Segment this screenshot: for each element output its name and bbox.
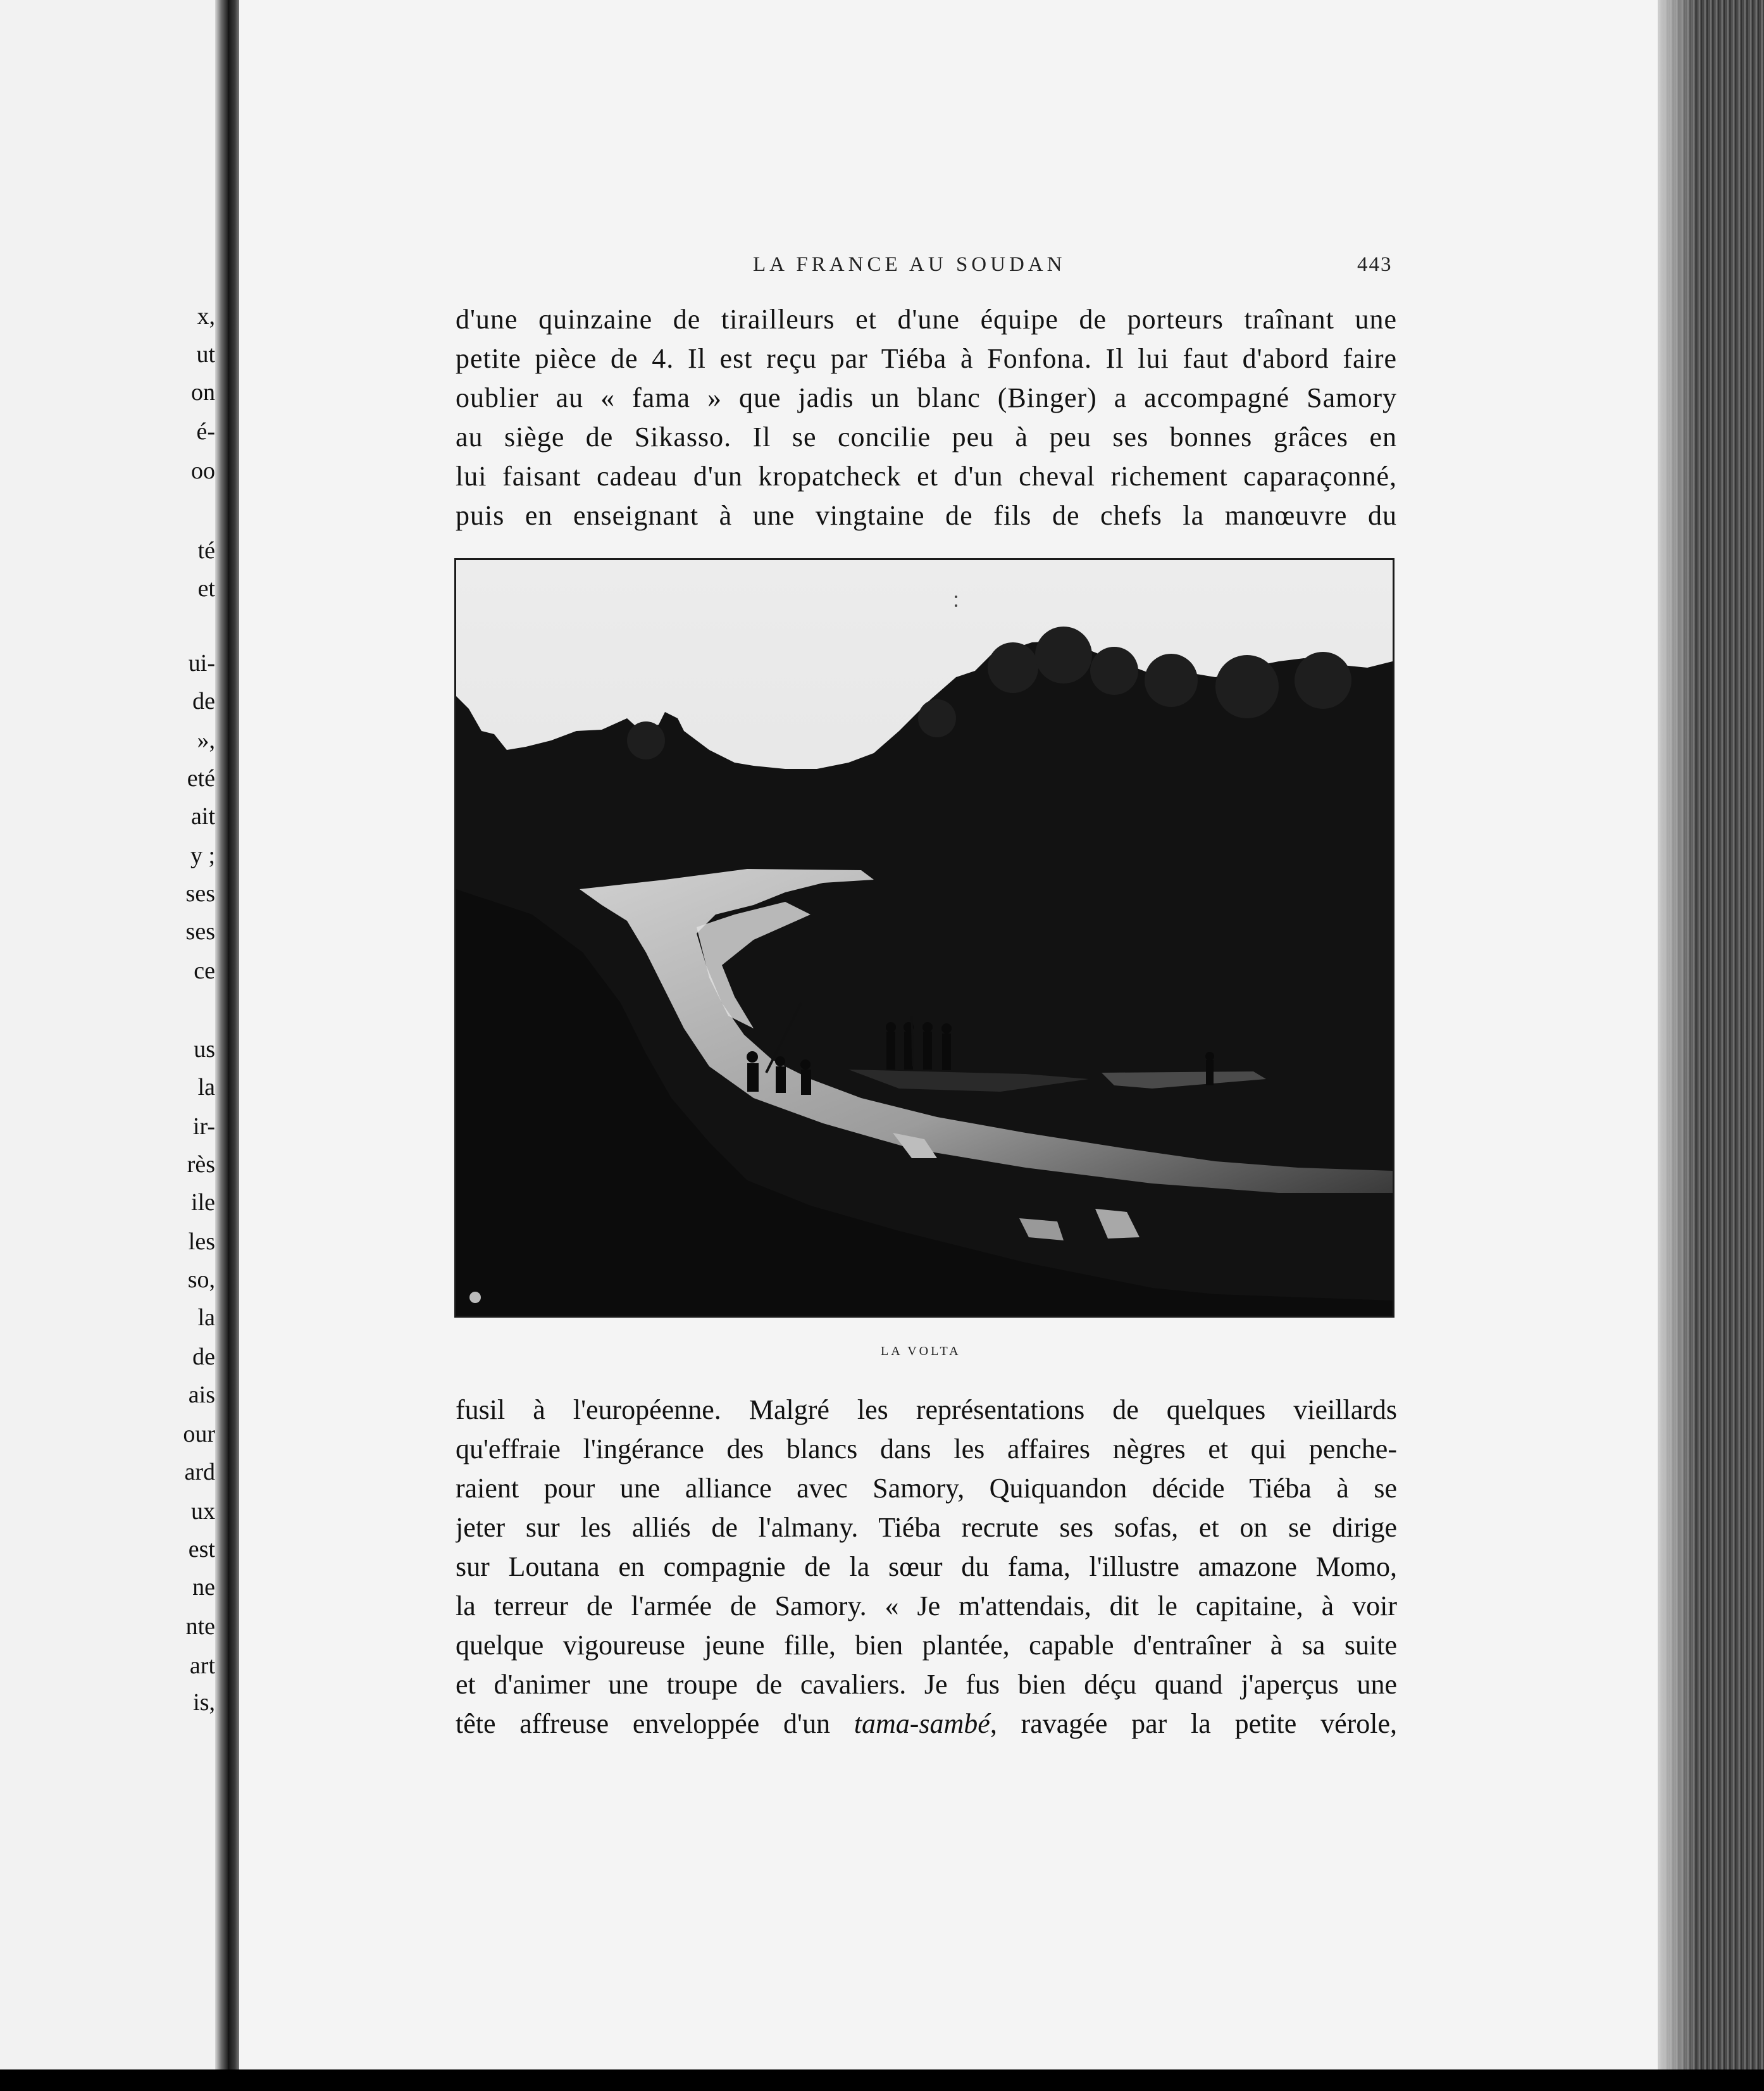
text-line: au siège de Sikasso. Il se concilie peu à peu ses bonnes grâces en [456, 421, 1397, 453]
left-page-text-fragment: ux [191, 1498, 215, 1525]
left-page-text-fragment: ses [185, 918, 215, 945]
text-line: fusil à l'européenne. Malgré les représentations de quelques vieillards [456, 1394, 1397, 1425]
left-page-text-fragment: ui- [188, 650, 215, 677]
left-page-text-fragment: les [188, 1228, 215, 1255]
left-page-text-fragment: la [197, 1074, 215, 1101]
left-page-text-fragment: our [183, 1421, 215, 1447]
text-segment: , ravagée par la petite vérole, [990, 1708, 1397, 1739]
left-page-text-fragment: so, [187, 1266, 215, 1293]
text-line: oublier au « fama » que jadis un blanc (Binger) a accompagné Samory [456, 382, 1397, 413]
photo-river-volta [454, 558, 1394, 1318]
left-page-text-fragment: la [197, 1304, 215, 1331]
text-line: petite pièce de 4. Il est reçu par Tiéba à Fonfona. Il lui faut d'abord faire [456, 343, 1397, 374]
left-facing-page [0, 0, 221, 2091]
text-line-last [456, 1704, 1397, 1744]
running-head: LA FRANCE AU SOUDAN [753, 253, 1066, 276]
scan-bottom-border [0, 2069, 1764, 2091]
left-page-text-fragment: ir- [192, 1113, 215, 1140]
left-page-text-fragment: », [197, 727, 215, 754]
left-page-text-fragment: ard [184, 1459, 215, 1485]
left-page-text-fragment: eté [187, 765, 215, 792]
left-page-text-fragment: ais [188, 1382, 215, 1408]
text-segment: tête affreuse enveloppée d'un [456, 1708, 854, 1739]
left-page-text-fragment: nte [185, 1613, 215, 1640]
text-line: lui faisant cadeau d'un kropatcheck et d'un cheval richement caparaçonné, [456, 461, 1397, 492]
figure-caption: LA VOLTA [881, 1344, 961, 1358]
left-page-text-fragment: ait [191, 803, 215, 830]
italic-term: tama-sambé [854, 1708, 990, 1739]
text-line: qu'effraie l'ingérance des blancs dans les affaires nègres et qui penche- [456, 1433, 1397, 1464]
left-page-text-fragment: ses [185, 880, 215, 907]
page-edge-shade [1658, 0, 1696, 2069]
left-page-text-fragment: de [192, 688, 215, 715]
text-line: raient pour une alliance avec Samory, Quiquandon décide Tiéba à se [456, 1473, 1397, 1504]
left-page-text-fragment: y ; [190, 842, 215, 869]
paragraph-top [456, 300, 1397, 535]
left-page-text-fragment: x, [197, 303, 215, 330]
left-page-text-fragment: is, [193, 1689, 215, 1716]
left-page-text-fragment: ce [194, 958, 215, 984]
text-line: et d'animer une troupe de cavaliers. Je fus bien déçu quand j'aperçus une [456, 1669, 1397, 1700]
left-page-text-fragment: et [197, 575, 215, 602]
left-page-text-fragment: rès [187, 1151, 215, 1178]
left-page-text-fragment: ne [192, 1574, 215, 1601]
left-page-text-fragment: art [189, 1652, 215, 1679]
left-page-text-fragment: est [188, 1536, 215, 1563]
left-page-text-fragment: oo [191, 458, 215, 484]
left-page-text-fragment: on [191, 379, 215, 406]
left-page-edge [215, 0, 228, 2091]
left-page-text-fragment: us [194, 1036, 215, 1063]
paragraph-bottom [456, 1390, 1397, 1744]
left-page-text-fragment: té [197, 537, 215, 564]
left-page-text-fragment: ile [191, 1189, 215, 1216]
text-line: jeter sur les alliés de l'almany. Tiéba recrute ses sofas, et on se dirige [456, 1512, 1397, 1543]
photo-illustration [456, 560, 1393, 1316]
left-page-text-fragment: é- [196, 418, 215, 445]
left-page-text-fragment: ut [196, 341, 215, 368]
left-page-text-fragment: de [192, 1344, 215, 1370]
text-line: puis en enseignant à une vingtaine de fils de chefs la manœuvre du [456, 500, 1397, 531]
text-line: la terreur de l'armée de Samory. « Je m'attendais, dit le capitaine, à voir [456, 1590, 1397, 1621]
text-line: quelque vigoureuse jeune fille, bien plantée, capable d'entraîner à sa suite [456, 1630, 1397, 1661]
text-line: d'une quinzaine de tirailleurs et d'une équipe de porteurs traînant une [456, 304, 1397, 335]
text-line: sur Loutana en compagnie de la sœur du fama, l'illustre amazone Momo, [456, 1551, 1397, 1582]
page-number: 443 [1357, 253, 1393, 276]
